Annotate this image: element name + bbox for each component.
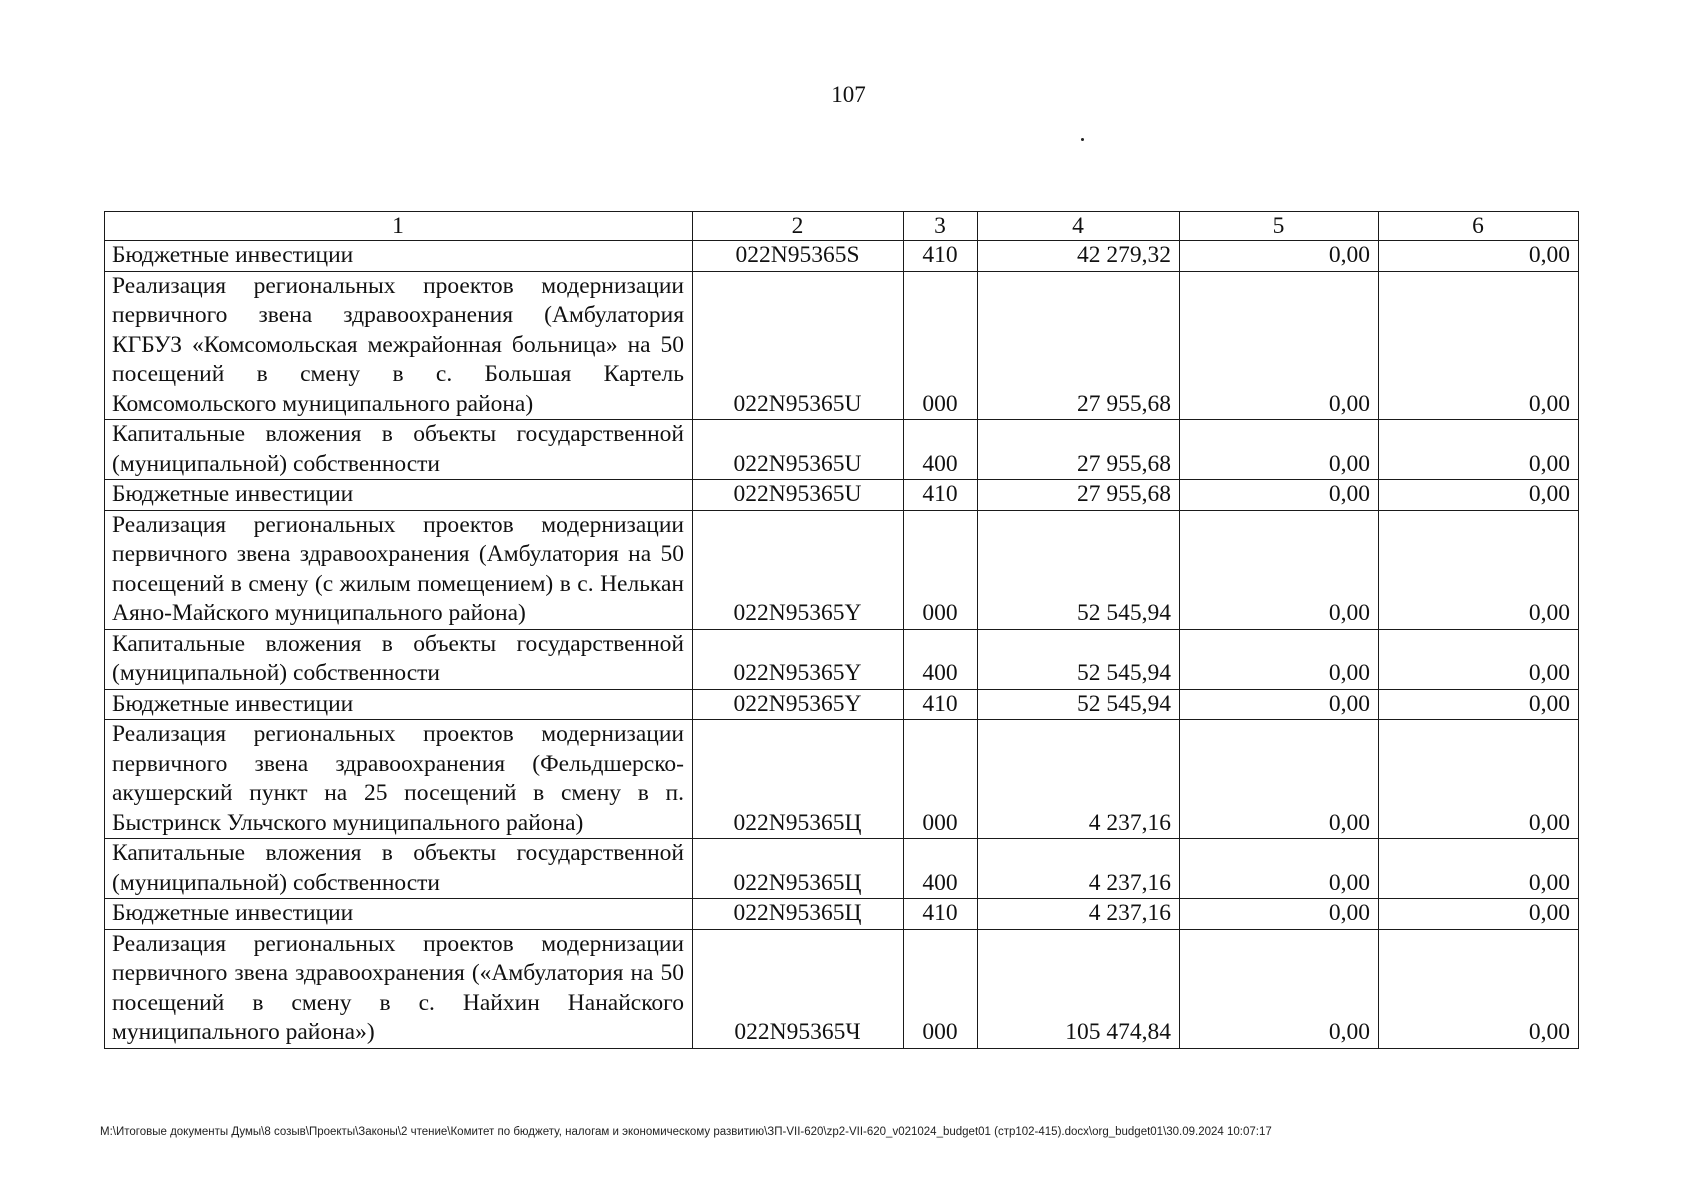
table-row — [105, 510, 1579, 629]
amount-col-4: 27 955,68 — [978, 480, 1180, 511]
expense-type: 410 — [904, 899, 978, 930]
target-code: 022N95365S — [693, 241, 904, 272]
target-code: 022N95365Y — [693, 689, 904, 720]
amount-col-4: 27 955,68 — [978, 271, 1180, 420]
amount-col-4: 42 279,32 — [978, 241, 1180, 272]
table-row — [105, 629, 1579, 689]
amount-col-5: 0,00 — [1180, 420, 1379, 480]
expense-type: 400 — [904, 420, 978, 480]
item-name: Бюджетные инвестиции — [105, 899, 693, 930]
item-name: Реализация региональных проектов модернизации первичного звена здравоохранения (Амбулатория на 50 посещений в смену (с жилым помещением) в с. Нелькан Аяно-Майского муниципального района) — [105, 510, 693, 629]
amount-col-5: 0,00 — [1180, 929, 1379, 1048]
column-number: 5 — [1180, 212, 1379, 241]
table-row — [105, 839, 1579, 899]
table-row — [105, 720, 1579, 839]
amount-col-5: 0,00 — [1180, 480, 1379, 511]
expense-type: 000 — [904, 510, 978, 629]
item-name: Капитальные вложения в объекты государственной (муниципальной) собственности — [105, 420, 693, 480]
target-code: 022N95365Y — [693, 510, 904, 629]
expense-type: 410 — [904, 241, 978, 272]
item-name: Бюджетные инвестиции — [105, 480, 693, 511]
amount-col-6: 0,00 — [1379, 510, 1579, 629]
scan-speck — [1081, 138, 1084, 141]
expense-type: 000 — [904, 271, 978, 420]
target-code: 022N95365U — [693, 420, 904, 480]
amount-col-5: 0,00 — [1180, 271, 1379, 420]
table-row — [105, 271, 1579, 420]
column-number: 6 — [1379, 212, 1579, 241]
expense-type: 000 — [904, 720, 978, 839]
amount-col-5: 0,00 — [1180, 689, 1379, 720]
amount-col-6: 0,00 — [1379, 929, 1579, 1048]
amount-col-4: 105 474,84 — [978, 929, 1180, 1048]
amount-col-6: 0,00 — [1379, 271, 1579, 420]
expense-type: 000 — [904, 929, 978, 1048]
amount-col-4: 52 545,94 — [978, 629, 1180, 689]
item-name: Капитальные вложения в объекты государственной (муниципальной) собственности — [105, 629, 693, 689]
target-code: 022N95365Ц — [693, 720, 904, 839]
target-code: 022N95365Ц — [693, 839, 904, 899]
target-code: 022N95365Y — [693, 629, 904, 689]
amount-col-4: 52 545,94 — [978, 510, 1180, 629]
column-number: 2 — [693, 212, 904, 241]
amount-col-6: 0,00 — [1379, 420, 1579, 480]
expense-type: 410 — [904, 480, 978, 511]
page-number: 107 — [831, 82, 866, 107]
expense-type: 400 — [904, 629, 978, 689]
item-name: Реализация региональных проектов модернизации первичного звена здравоохранения (Амбулатория КГБУЗ «Комсомольская межрайонная больница» на 50 посещений в смену в с. Большая Картель Комсомольского муниципального района) — [105, 271, 693, 420]
amount-col-4: 4 237,16 — [978, 899, 1180, 930]
amount-col-6: 0,00 — [1379, 241, 1579, 272]
column-number: 1 — [105, 212, 693, 241]
table-row — [105, 241, 1579, 272]
budget-table — [104, 211, 1579, 1049]
amount-col-5: 0,00 — [1180, 629, 1379, 689]
amount-col-6: 0,00 — [1379, 899, 1579, 930]
column-number-row — [105, 212, 1579, 241]
table-row — [105, 689, 1579, 720]
amount-col-5: 0,00 — [1180, 839, 1379, 899]
table-row — [105, 480, 1579, 511]
item-name: Бюджетные инвестиции — [105, 689, 693, 720]
target-code: 022N95365Ц — [693, 899, 904, 930]
amount-col-5: 0,00 — [1180, 510, 1379, 629]
amount-col-6: 0,00 — [1379, 839, 1579, 899]
item-name: Реализация региональных проектов модернизации первичного звена здравоохранения (Фельдшерско-акушерский пункт на 25 посещений в смену в п. Быстринск Ульчского муниципального района) — [105, 720, 693, 839]
amount-col-6: 0,00 — [1379, 689, 1579, 720]
amount-col-6: 0,00 — [1379, 480, 1579, 511]
item-name: Бюджетные инвестиции — [105, 241, 693, 272]
amount-col-6: 0,00 — [1379, 629, 1579, 689]
amount-col-4: 4 237,16 — [978, 720, 1180, 839]
table-row — [105, 929, 1579, 1048]
amount-col-5: 0,00 — [1180, 720, 1379, 839]
amount-col-6: 0,00 — [1379, 720, 1579, 839]
column-number: 4 — [978, 212, 1180, 241]
target-code: 022N95365Ч — [693, 929, 904, 1048]
expense-type: 410 — [904, 689, 978, 720]
target-code: 022N95365U — [693, 271, 904, 420]
amount-col-4: 52 545,94 — [978, 689, 1180, 720]
budget-table-body — [105, 212, 1579, 1049]
amount-col-5: 0,00 — [1180, 899, 1379, 930]
amount-col-4: 4 237,16 — [978, 839, 1180, 899]
amount-col-5: 0,00 — [1180, 241, 1379, 272]
expense-type: 400 — [904, 839, 978, 899]
table-row — [105, 420, 1579, 480]
document-file-path: M:\Итоговые документы Думы\8 созыв\Проекты\Законы\2 чтение\Комитет по бюджету, налогам и экономическому развитию\ЗП-VII-620\zp2-VII-620_v021024_budget01 (стр102-415).docx\org_budget01\30.09.2024 10:07:17 — [100, 1126, 1272, 1138]
table-row — [105, 899, 1579, 930]
target-code: 022N95365U — [693, 480, 904, 511]
amount-col-4: 27 955,68 — [978, 420, 1180, 480]
column-number: 3 — [904, 212, 978, 241]
item-name: Капитальные вложения в объекты государственной (муниципальной) собственности — [105, 839, 693, 899]
item-name: Реализация региональных проектов модернизации первичного звена здравоохранения («Амбулатория на 50 посещений в смену в с. Найхин Нанайского муниципального района») — [105, 929, 693, 1048]
